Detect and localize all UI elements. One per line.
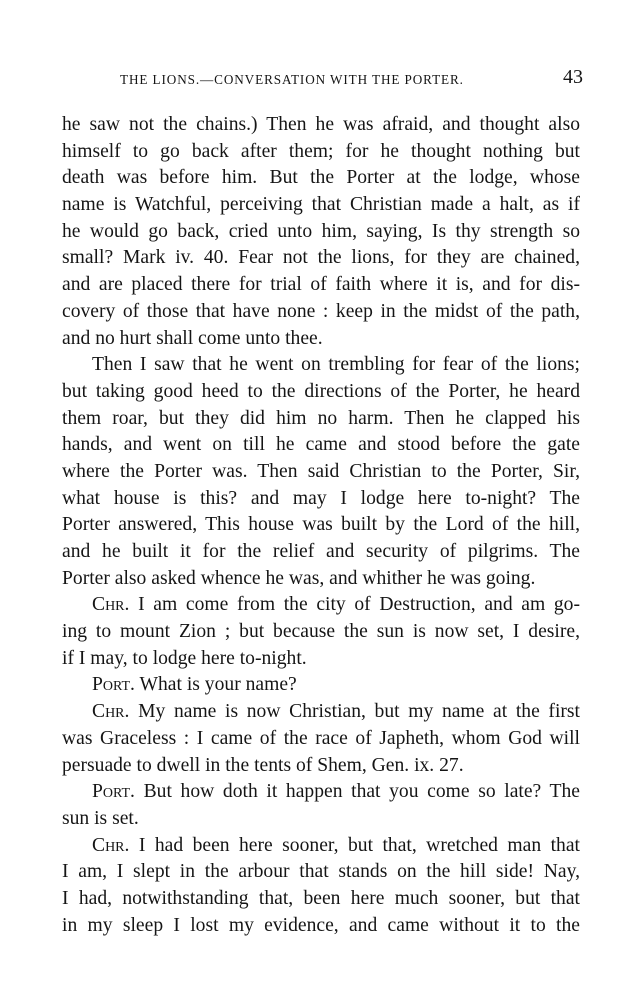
text-line: and no hurt shall come unto thee. — [62, 327, 323, 349]
text-line: himself to go back after them; for he thought nothing but — [62, 140, 580, 162]
text-line: but taking good heed to the directions of the Porter, he heard — [62, 380, 580, 402]
text-line: and are placed there for trial of faith where it is, and for dis- — [62, 274, 580, 296]
text-line: ing to mount Zion ; but because the sun is now set, I desire, — [62, 621, 580, 643]
dialogue-line: Port. But how doth it happen that you come so late? The — [92, 781, 580, 803]
dialogue-line: Chr. My name is now Christian, but my name at the first — [92, 701, 580, 723]
speaker-label: Chr. — [92, 701, 130, 723]
text-line: I am, I slept in the arbour that stands on the hill side! Nay, — [62, 861, 580, 883]
text-line: he would go back, cried unto him, saying, Is thy strength so — [62, 220, 580, 242]
text-line: small? Mark iv. 40. Fear not the lions, for they are chained, — [62, 247, 580, 269]
text-line: and he built it for the relief and security of pilgrims. The — [62, 541, 580, 562]
speaker-label: Port. — [92, 781, 135, 803]
speaker-label: Chr. — [92, 594, 130, 616]
text-line: sun is set. — [62, 807, 139, 829]
text-line: hands, and went on till he came and stood before the gate — [62, 434, 580, 456]
body-text — [62, 112, 580, 939]
text-line: name is Watchful, perceiving that Christian made a halt, as if — [62, 194, 580, 216]
text-line: them roar, but they did him no harm. Then he clapped his — [62, 407, 580, 429]
page-header — [62, 66, 583, 92]
text-line: if I may, to lodge here to-night. — [62, 647, 307, 669]
running-title: THE LIONS.—CONVERSATION WITH THE PORTER. — [120, 72, 464, 87]
text-line: I had, notwithstanding that, been here much sooner, but that — [62, 887, 580, 909]
dialogue-line: Chr. I had been here sooner, but that, wretched man that — [92, 834, 580, 856]
text-line: death was before him. But the Porter at the lodge, whose — [62, 167, 580, 189]
text-line: was Graceless : I came of the race of Japheth, whom God will — [62, 727, 580, 749]
text-line: in my sleep I lost my evidence, and came without it to the — [62, 914, 580, 936]
text-line: Porter answered, This house was built by the Lord of the hill, — [62, 514, 580, 536]
text-line: he saw not the chains.) Then he was afraid, and thought also — [62, 114, 580, 135]
text-line: Porter also asked whence he was, and whither he was going. — [62, 567, 536, 589]
text-line: Then I saw that he went on trembling for fear of the lions; — [92, 354, 580, 376]
dialogue-line: Chr. I am come from the city of Destruction, and am go- — [92, 594, 580, 616]
text-line: persuade to dwell in the tents of Shem, Gen. ix. 27. — [62, 754, 464, 776]
page-number: 43 — [563, 66, 583, 88]
speaker-label: Chr. — [92, 834, 130, 856]
text-line: covery of those that have none : keep in the midst of the path, — [62, 300, 580, 322]
speaker-label: Port. — [92, 674, 135, 696]
text-line: what house is this? and may I lodge here to-night? The — [62, 487, 580, 509]
dialogue-line: Port. What is your name? — [92, 674, 297, 696]
text-line: where the Porter was. Then said Christian to the Porter, Sir, — [62, 460, 580, 482]
